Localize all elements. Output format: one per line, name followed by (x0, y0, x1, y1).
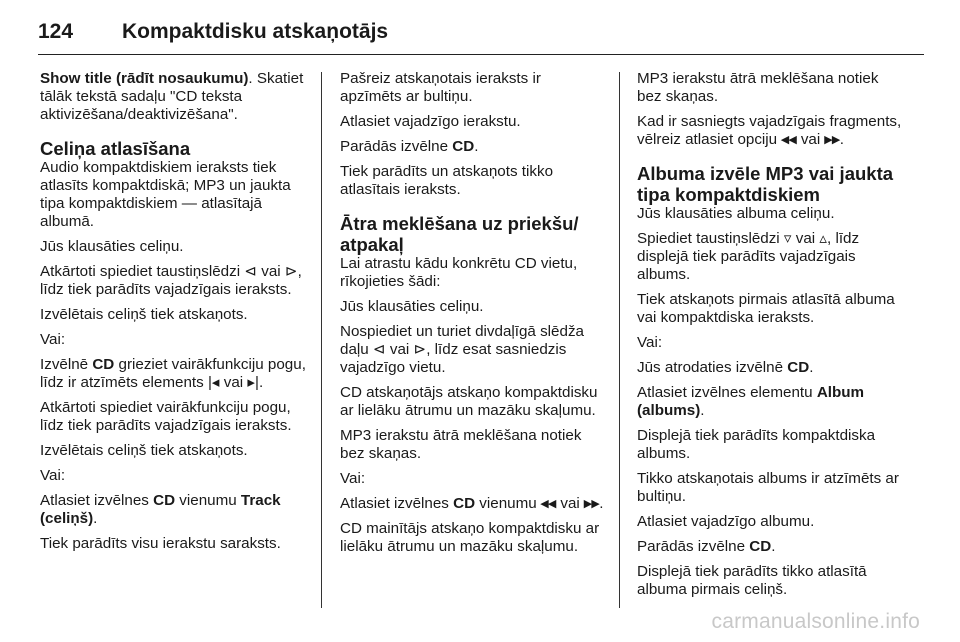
paragraph: CD mainītājs atskaņo kompaktdisku ar lielāku ātrumu un mazāku skaļumu. (340, 520, 600, 555)
paragraph: Parādās izvēlne CD. (340, 138, 479, 155)
paragraph: Izvēlētais celiņš tiek atskaņots. (40, 442, 248, 459)
paragraph: Tiek parādīts un atskaņots tikko atlasītais ieraksts. (340, 163, 554, 198)
paragraph: Izvēlnē CD grieziet vairākfunkciju pogu, līdz ir atzīmēts elements |◂ vai ▸|. (40, 356, 306, 391)
paragraph: Parādās izvēlne CD. (637, 538, 776, 555)
paragraph: Atlasiet izvēlnes CD vienumu ◂◂ vai ▸▸. (340, 495, 604, 512)
bold-term: Track (celiņš) (40, 492, 281, 527)
paragraph: CD atskaņotājs atskaņo kompaktdisku ar lielāku ātrumu un mazāku skaļumu. (340, 384, 598, 419)
page-number: 124 (38, 20, 74, 43)
paragraph: MP3 ierakstu ātrā meklēšana notiek bez skaņas. (340, 427, 582, 462)
paragraph: Tiek atskaņots pirmais atlasītā albuma vai kompaktdiska ieraksts. (637, 291, 895, 326)
paragraph: Tiek parādīts visu ierakstu saraksts. (40, 535, 281, 552)
column-divider (321, 72, 322, 608)
paragraph: Show title (rādīt nosaukumu). Skatiet tālāk tekstā sadaļu "CD teksta aktivizēšana/deaktivizēšana". (40, 70, 304, 123)
paragraph: Lai atrastu kādu konkrētu CD vietu, rīkojieties šādi: (340, 255, 578, 290)
paragraph: Jūs klausāties celiņu. (340, 298, 484, 315)
paragraph: Jūs atrodaties izvēlnē CD. (637, 359, 814, 376)
fast-forward-icon: ▸▸ (824, 131, 840, 148)
bold-term: CD (92, 356, 115, 373)
paragraph: Vai: (340, 470, 366, 487)
fast-forward-icon: ▸▸ (584, 495, 600, 512)
bold-term: CD (153, 492, 176, 509)
paragraph: Atkārtoti spiediet taustiņslēdzi ⊲ vai ⊳, līdz tiek parādīts vajadzīgais ieraksts. (40, 263, 302, 298)
section-heading: Ātra meklēšana uz priekšu/ atpakaļ (340, 213, 579, 255)
paragraph: Atkārtoti spiediet vairākfunkciju pogu, līdz tiek parādīts vajadzīgais ieraksts. (40, 399, 292, 434)
page-title: Kompaktdisku atskaņotājs (122, 20, 389, 43)
paragraph: Displejā tiek parādīts tikko atlasītā albuma pirmais celiņš. (637, 563, 867, 598)
paragraph: Vai: (40, 467, 66, 484)
paragraph: Jūs klausāties albuma celiņu. (637, 205, 835, 222)
paragraph: Spiediet taustiņslēdzi ▿ vai ▵, līdz displejā tiek parādīts vajadzīgais albums. (637, 230, 860, 283)
paragraph: MP3 ierakstu ātrā meklēšana notiek bez skaņas. (637, 70, 879, 105)
paragraph: Atlasiet vajadzīgo albumu. (637, 513, 815, 530)
column-2 (340, 70, 606, 563)
column-divider (619, 72, 620, 608)
paragraph: Vai: (637, 334, 663, 351)
bold-term: Show title (rādīt nosaukumu) (40, 70, 249, 87)
bold-term: CD (787, 359, 810, 376)
paragraph: Kad ir sasniegts vajadzīgais fragments, vēlreiz atlasiet opciju ◂◂ vai ▸▸. (637, 113, 902, 148)
paragraph: Nospiediet un turiet divdaļīgā slēdža daļu ⊲ vai ⊳, līdz esat sasniedzis vajadzīgo vietu. (340, 323, 584, 376)
bold-term: Album (albums) (637, 384, 865, 419)
paragraph: Jūs klausāties celiņu. (40, 238, 184, 255)
page-header (38, 14, 924, 55)
bold-term: CD (749, 538, 772, 555)
paragraph: Audio kompaktdiskiem ieraksts tiek atlasīts kompaktdiskā; MP3 un jaukta tipa kompaktdiskiem — atlasītajā albumā. (40, 159, 291, 230)
section-heading: Albuma izvēle MP3 vai jaukta tipa kompaktdiskiem (637, 163, 894, 205)
column-1 (40, 70, 306, 560)
paragraph: Atlasiet izvēlnes CD vienumu Track (celiņš). (40, 492, 281, 527)
watermark: carmanualsonline.info (711, 610, 920, 633)
column-3 (637, 70, 903, 606)
paragraph: Atlasiet izvēlnes elementu Album (albums). (637, 384, 865, 419)
paragraph: Vai: (40, 331, 66, 348)
paragraph: Pašreiz atskaņotais ieraksts ir apzīmēts ar bultiņu. (340, 70, 541, 105)
paragraph: Tikko atskaņotais albums ir atzīmēts ar bultiņu. (637, 470, 899, 505)
bold-term: CD (452, 138, 475, 155)
rewind-icon: ◂◂ (540, 495, 557, 512)
section-heading: Celiņa atlasīšana (40, 138, 191, 159)
paragraph: Izvēlētais celiņš tiek atskaņots. (40, 306, 248, 323)
rewind-icon: ◂◂ (781, 131, 797, 148)
paragraph: Atlasiet vajadzīgo ierakstu. (340, 113, 521, 130)
paragraph: Displejā tiek parādīts kompaktdiska albums. (637, 427, 876, 462)
bold-term: CD (453, 495, 476, 512)
